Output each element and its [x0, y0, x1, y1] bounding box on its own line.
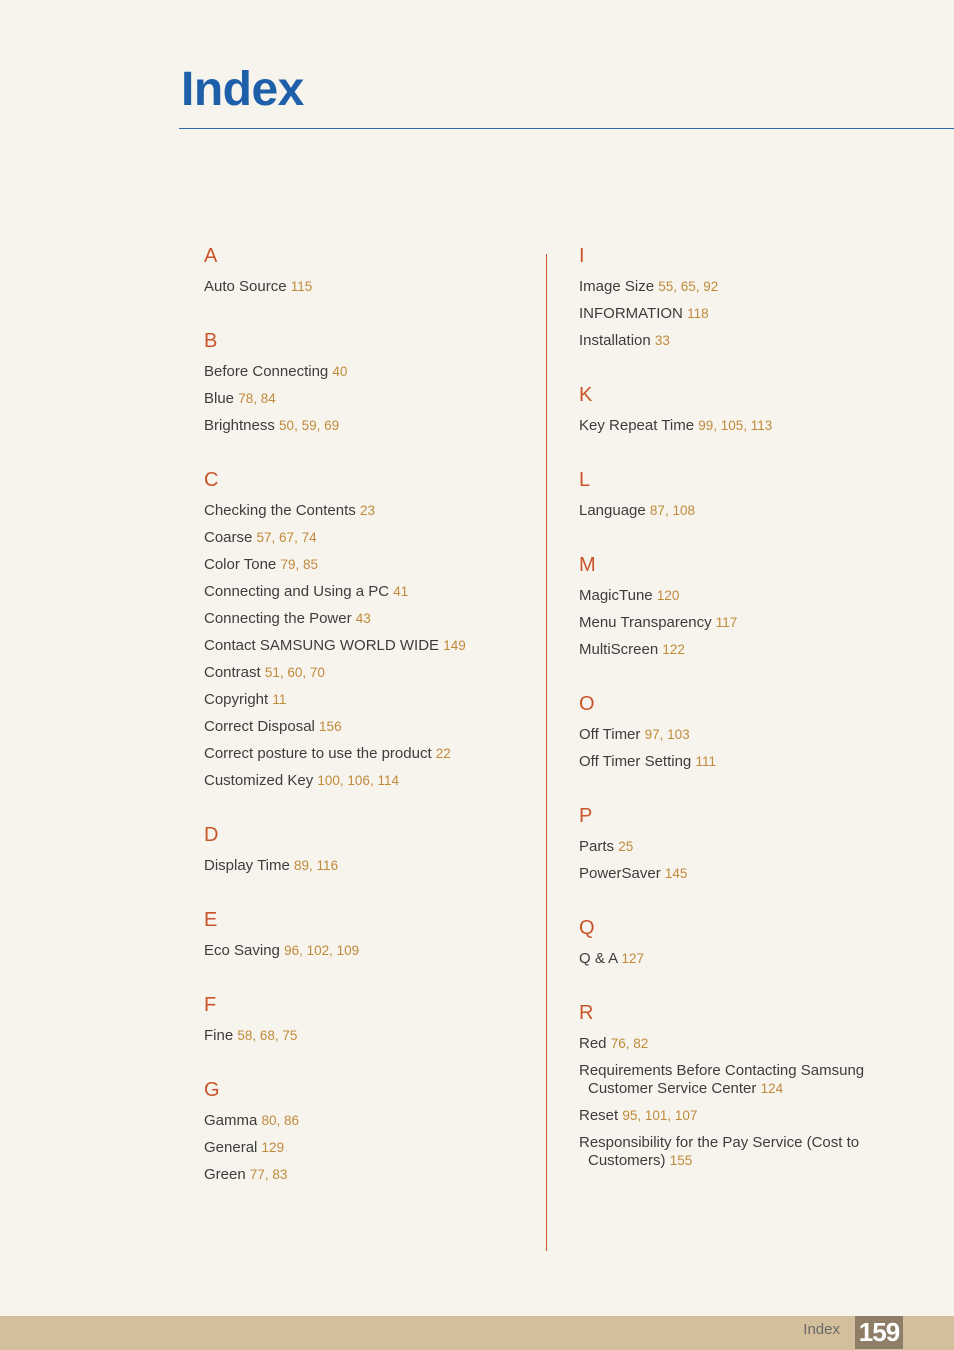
- index-term: Parts: [579, 838, 615, 855]
- index-entry: [204, 583, 524, 601]
- index-entry: [579, 332, 899, 350]
- index-entry: [579, 502, 899, 520]
- section-letter: G: [204, 1079, 220, 1101]
- index-column-left: [204, 245, 524, 1218]
- index-section-m: [579, 554, 899, 659]
- section-letter: Q: [579, 917, 595, 939]
- page-references[interactable]: 95, 101, 107: [622, 1108, 698, 1123]
- page-references[interactable]: 99, 105, 113: [698, 418, 773, 433]
- index-term: Key Repeat Time: [579, 417, 695, 434]
- index-column-right: [579, 245, 899, 1204]
- section-letter: F: [204, 994, 217, 1016]
- page-references[interactable]: 145: [664, 866, 688, 881]
- section-letter: K: [579, 384, 593, 406]
- index-term: Red: [579, 1035, 607, 1052]
- index-entry: [204, 417, 524, 435]
- index-section-d: [204, 824, 524, 875]
- index-section-c: [204, 469, 524, 790]
- index-section-g: [204, 1079, 524, 1184]
- page-references[interactable]: 40: [332, 364, 348, 379]
- index-entry: [579, 614, 899, 632]
- title-rule: [179, 128, 954, 129]
- page-references[interactable]: 149: [443, 638, 466, 653]
- index-entry: [204, 664, 524, 682]
- section-letter: R: [579, 1002, 594, 1024]
- index-term: Brightness: [204, 417, 275, 434]
- page-references[interactable]: 76, 82: [610, 1036, 649, 1051]
- index-section-a: [204, 245, 524, 296]
- index-entry: [204, 278, 524, 296]
- index-entry: [204, 390, 524, 408]
- page-references[interactable]: 41: [393, 584, 409, 599]
- index-term: PowerSaver: [579, 865, 661, 882]
- section-letter: E: [204, 909, 218, 931]
- page-references[interactable]: 100, 106, 114: [317, 773, 399, 788]
- index-entry: [579, 587, 899, 605]
- page-references[interactable]: 124: [760, 1081, 784, 1096]
- page-references[interactable]: 120: [656, 588, 680, 603]
- index-term: INFORMATION: [579, 305, 683, 322]
- index-term: Auto Source: [204, 278, 287, 295]
- page-references[interactable]: 50, 59, 69: [279, 418, 340, 433]
- index-term: MagicTune: [579, 587, 653, 604]
- index-term: Green: [204, 1166, 246, 1183]
- index-term: MultiScreen: [579, 641, 659, 658]
- page-number: 159: [855, 1316, 903, 1349]
- index-section-k: [579, 384, 899, 435]
- index-term: Off Timer Setting: [579, 753, 692, 770]
- index-section-e: [204, 909, 524, 960]
- index-entry: [204, 637, 524, 655]
- index-entry: [579, 726, 899, 744]
- index-entry: [579, 1134, 899, 1170]
- index-term: Before Connecting: [204, 363, 329, 380]
- index-section-l: [579, 469, 899, 520]
- index-entry: [204, 1166, 524, 1184]
- index-section-b: [204, 330, 524, 435]
- column-divider: [546, 254, 547, 1251]
- section-letter: I: [579, 245, 585, 267]
- page-references[interactable]: 79, 85: [280, 557, 318, 572]
- page-references[interactable]: 77, 83: [249, 1167, 288, 1182]
- index-term: Q & A: [579, 950, 618, 967]
- index-term: Connecting the Power: [204, 610, 352, 627]
- index-entry: [579, 838, 899, 856]
- section-letter: D: [204, 824, 219, 846]
- page-references[interactable]: 111: [695, 754, 716, 769]
- index-term: Gamma: [204, 1112, 258, 1129]
- index-entry: [579, 865, 899, 883]
- index-entry: [579, 753, 899, 771]
- index-term: Fine: [204, 1027, 234, 1044]
- index-entry: [579, 278, 899, 296]
- index-entry: [204, 1139, 524, 1157]
- page-references[interactable]: 11: [272, 692, 287, 707]
- page-references[interactable]: 118: [687, 306, 709, 321]
- page-references[interactable]: 51, 60, 70: [264, 665, 325, 680]
- index-entry: [579, 1062, 899, 1098]
- index-term: Off Timer: [579, 726, 641, 743]
- index-term: Menu Transparency: [579, 614, 712, 631]
- page-references[interactable]: 57, 67, 74: [256, 530, 317, 545]
- index-entry: [579, 417, 899, 435]
- page-references[interactable]: 89, 116: [294, 858, 339, 873]
- page-references[interactable]: 22: [435, 746, 451, 761]
- index-term: Copyright: [204, 691, 269, 708]
- index-entry: [204, 718, 524, 736]
- index-entry: [204, 772, 524, 790]
- page-references[interactable]: 80, 86: [261, 1113, 300, 1128]
- page-references[interactable]: 155: [669, 1153, 693, 1168]
- section-letter: M: [579, 554, 596, 576]
- index-entry: [204, 1027, 524, 1045]
- index-term: Contrast: [204, 664, 261, 681]
- page-title: Index: [181, 63, 304, 116]
- index-term: Checking the Contents: [204, 502, 356, 519]
- index-entry: [204, 556, 524, 574]
- page-references[interactable]: 122: [662, 642, 685, 657]
- index-term: Image Size: [579, 278, 655, 295]
- page-references[interactable]: 115: [290, 279, 313, 294]
- index-term: Correct posture to use the product: [204, 745, 432, 762]
- index-entry: [204, 1112, 524, 1130]
- page-references[interactable]: 23: [359, 503, 375, 518]
- index-term: General: [204, 1139, 258, 1156]
- index-term: Blue: [204, 390, 235, 407]
- page-references[interactable]: 87, 108: [649, 503, 695, 518]
- index-entry: [579, 1035, 899, 1053]
- section-letter: L: [579, 469, 591, 491]
- index-entry: [204, 502, 524, 520]
- section-letter: P: [579, 805, 593, 827]
- index-entry: [204, 857, 524, 875]
- index-term: Reset: [579, 1107, 619, 1124]
- index-section-o: [579, 693, 899, 771]
- index-section-f: [204, 994, 524, 1045]
- section-letter: O: [579, 693, 595, 715]
- index-term: Language: [579, 502, 646, 519]
- page-references[interactable]: 96, 102, 109: [284, 943, 360, 958]
- page-references[interactable]: 97, 103: [644, 727, 690, 742]
- section-letter: A: [204, 245, 218, 267]
- index-entry: [579, 950, 899, 968]
- index-entry: [204, 691, 524, 709]
- index-term: Color Tone: [204, 556, 277, 573]
- page-references[interactable]: 25: [618, 839, 634, 854]
- index-entry: [204, 363, 524, 381]
- index-entry: [204, 529, 524, 547]
- page-references[interactable]: 127: [621, 951, 645, 966]
- index-term: Connecting and Using a PC: [204, 583, 390, 600]
- index-term: Responsibility for the Pay Service (Cost to Customers): [579, 1134, 860, 1169]
- index-entry: [579, 641, 899, 659]
- section-letter: B: [204, 330, 218, 352]
- page-references[interactable]: 156: [319, 719, 342, 734]
- index-entry: [579, 305, 899, 323]
- footer-section-label: Index: [803, 1321, 840, 1338]
- index-term: Coarse: [204, 529, 253, 546]
- index-entry: [204, 942, 524, 960]
- index-section-q: [579, 917, 899, 968]
- index-term: Eco Saving: [204, 942, 280, 959]
- page-references[interactable]: 55, 65, 92: [658, 279, 719, 294]
- index-term: Installation: [579, 332, 651, 349]
- page-references[interactable]: 117: [715, 615, 738, 630]
- index-section-i: [579, 245, 899, 350]
- index-entry: [204, 610, 524, 628]
- page-references[interactable]: 129: [261, 1140, 285, 1155]
- index-term: Correct Disposal: [204, 718, 315, 735]
- index-term: Customized Key: [204, 772, 314, 789]
- section-letter: C: [204, 469, 219, 491]
- page-references[interactable]: 33: [654, 333, 670, 348]
- index-entry: [579, 1107, 899, 1125]
- index-term: Requirements Before Contacting Samsung Customer Service Center: [579, 1062, 865, 1097]
- index-section-r: [579, 1002, 899, 1170]
- index-term: Display Time: [204, 857, 290, 874]
- page-references[interactable]: 43: [355, 611, 371, 626]
- page-references[interactable]: 78, 84: [238, 391, 276, 406]
- index-section-p: [579, 805, 899, 883]
- index-term: Contact SAMSUNG WORLD WIDE: [204, 637, 440, 654]
- index-entry: [204, 745, 524, 763]
- page-references[interactable]: 58, 68, 75: [237, 1028, 298, 1043]
